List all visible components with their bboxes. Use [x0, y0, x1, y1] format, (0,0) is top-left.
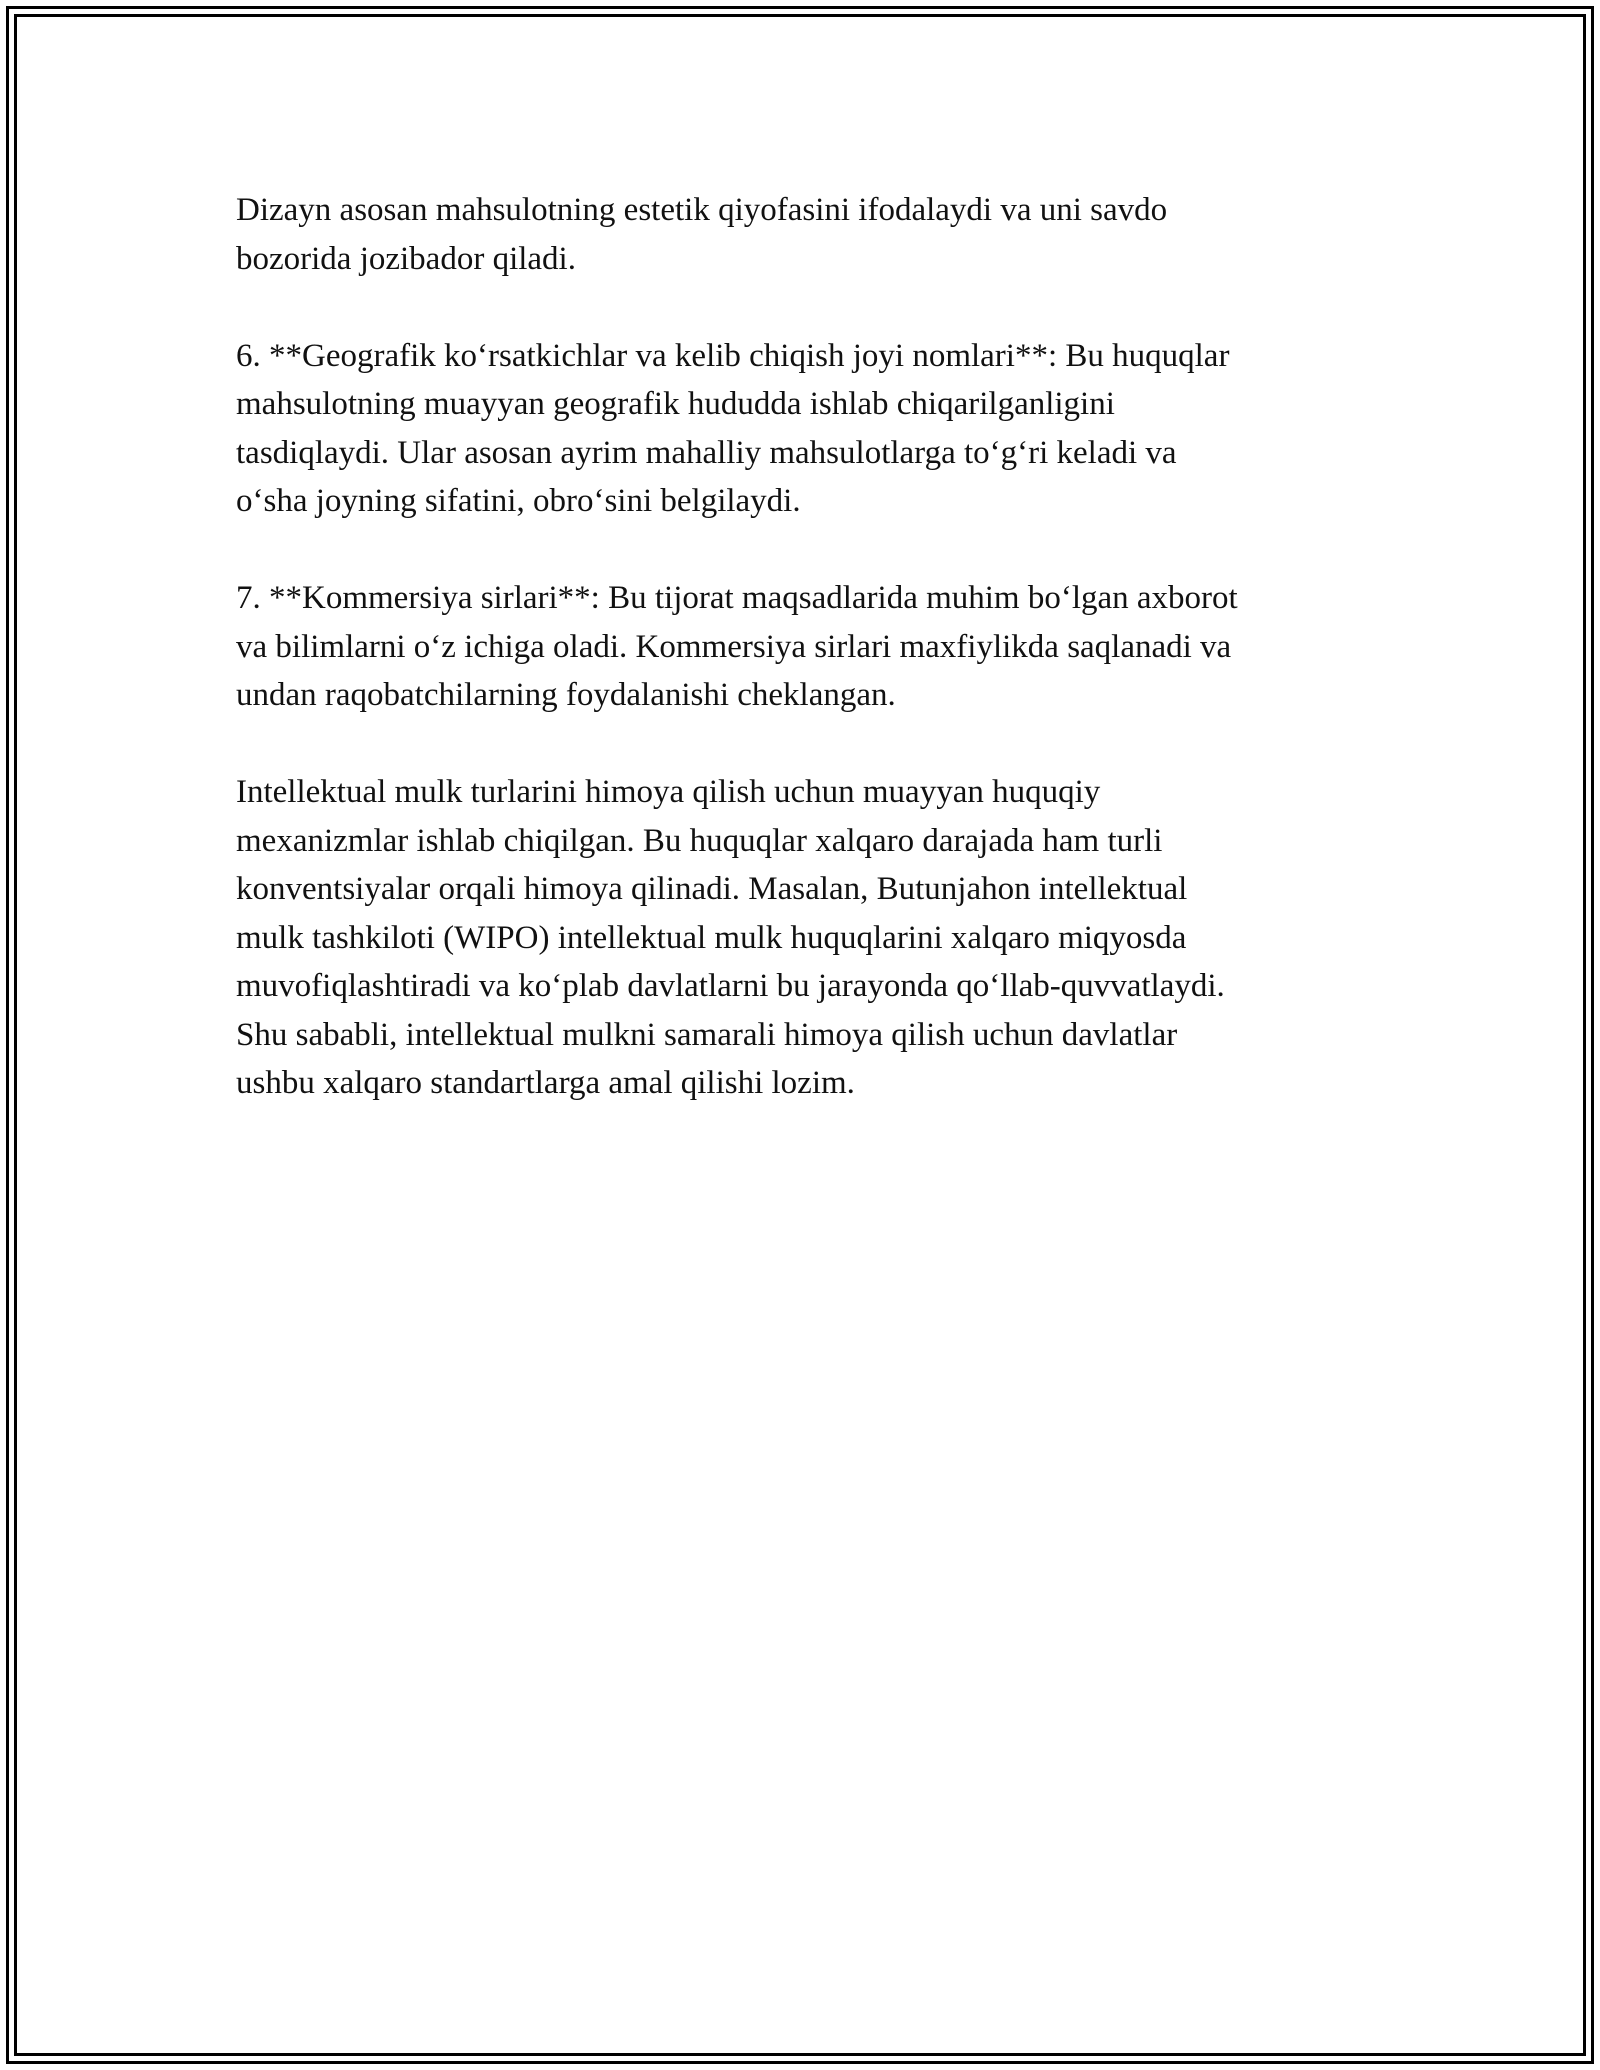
- text-line: Dizayn asosan mahsulotning estetik qiyofasini ifodalaydi va uni savdo: [236, 192, 1168, 228]
- text-line: undan raqobatchilarning foydalanishi cheklangan.: [236, 677, 896, 713]
- text-line: bozorida jozibador qiladi.: [236, 240, 576, 277]
- paragraph-trade-secrets: [236, 574, 1366, 720]
- text-line: muvofiqlashtiradi va ko‘plab davlatlarni bu jarayonda qo‘llab-quvvatlaydi.: [236, 968, 1225, 1004]
- text-line: konventsiyalar orqali himoya qilinadi. Masalan, Butunjahon intellektual: [236, 871, 1188, 907]
- paragraph-protection-mechanisms: [236, 768, 1366, 1108]
- text-line: o‘sha joyning sifatini, obro‘sini belgilaydi.: [236, 483, 801, 519]
- document-body: [236, 186, 1366, 1156]
- text-line: mulk tashkiloti (WIPO) intellektual mulk huquqlarini xalqaro miqyosda: [236, 919, 1187, 956]
- text-line: mexanizmlar ishlab chiqilgan. Bu huquqlar xalqaro darajada ham turli: [236, 822, 1163, 859]
- text-line: 7. **Kommersiya sirlari**: Bu tijorat maqsadlarida muhim bo‘lgan axborot: [236, 580, 1238, 616]
- text-line: ushbu xalqaro standartlarga amal qilishi lozim.: [236, 1065, 855, 1101]
- text-line: Intellektual mulk turlarini himoya qilish uchun muayyan huquqiy: [236, 774, 1101, 810]
- text-line: va bilimlarni o‘z ichiga oladi. Kommersiya sirlari maxfiylikda saqlanadi va: [236, 628, 1232, 665]
- text-line: tasdiqlaydi. Ular asosan ayrim mahalliy mahsulotlarga to‘g‘ri keladi va: [236, 434, 1177, 471]
- paragraph-geographic-indications: [236, 332, 1366, 526]
- text-line: Shu sababli, intellektual mulkni samarali himoya qilish uchun davlatlar: [236, 1016, 1178, 1053]
- paragraph-design: [236, 186, 1366, 283]
- text-line: mahsulotning muayyan geografik hududda ishlab chiqarilganligini: [236, 386, 1115, 422]
- text-line: 6. **Geografik ko‘rsatkichlar va kelib chiqish joyi nomlari**: Bu huquqlar: [236, 337, 1230, 374]
